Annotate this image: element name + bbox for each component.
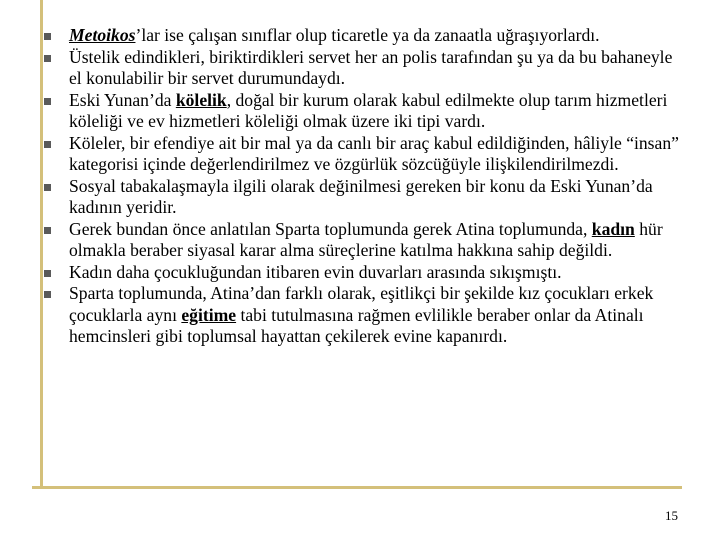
bullet-text: Sosyal tabakalaşmayla ilgili olarak değinilmesi gereken bir konu da Eski Yunan’da kadının yeridir.: [69, 175, 653, 217]
square-bullet-icon: [44, 98, 51, 105]
bullet-text-before: Gerek bundan önce anlatılan Sparta toplumunda gerek Atina toplumunda,: [69, 218, 592, 239]
bullet-item: [44, 176, 684, 219]
square-bullet-icon: [44, 55, 51, 62]
term-metoikos: Metoikos: [69, 25, 136, 45]
term-kadin: kadın: [591, 218, 635, 239]
square-bullet-icon: [44, 141, 51, 148]
bullet-item: [44, 219, 684, 262]
bullet-item: [44, 262, 684, 284]
bullet-text-after: , doğal bir kurum olarak kabul edilmekte olup tarım hizmetleri köleliği ve ev hizmetleri köleliği olmak üzere iki tipi vardı.: [69, 89, 668, 131]
bullet-text: Üstelik edindikleri, biriktirdikleri servet her an polis tarafından şu ya da bu bahaneyle el konulabilir bir servet durumundaydı.: [69, 46, 673, 88]
square-bullet-icon: [44, 33, 51, 40]
bullet-item: [44, 90, 684, 133]
bullet-text: Kadın daha çocukluğundan itibaren evin duvarları arasında sıkışmıştı.: [69, 261, 562, 282]
square-bullet-icon: [44, 270, 51, 277]
square-bullet-icon: [44, 291, 51, 298]
bullet-text-after: tabi tutulmasına rağmen evlilikle beraber onlar da Atinalı hemcinsleri gibi toplumsal hayattan çekilerek evine kapanırdı.: [69, 304, 644, 346]
bullet-item: [44, 283, 684, 348]
bullet-text-before: Sparta toplumunda, Atina’dan farklı olarak, eşitlikçi bir şekilde kız çocukları erkek çocuklarla aynı: [69, 283, 654, 325]
page-number: 15: [665, 508, 678, 523]
bullet-item: [44, 133, 684, 176]
square-bullet-icon: [44, 184, 51, 191]
bullet-list: [44, 25, 684, 348]
bullet-text-after: hür olmakla beraber siyasal karar alma süreçlerine katılma hakkına sahip değildi.: [69, 218, 663, 260]
left-border-line: [40, 0, 43, 488]
square-bullet-icon: [44, 227, 51, 234]
bullet-item: [44, 47, 684, 90]
bullet-text: Köleler, bir efendiye ait bir mal ya da canlı bir araç kabul edildiğinden, hâliyle “insan” kategorisi içinde değerlendirilmez ve özgürlük sözcüğüyle ilişkilendirilmezdi.: [69, 132, 679, 174]
bottom-border-line: [32, 486, 682, 489]
bullet-item: [44, 25, 684, 47]
bullet-text: ’lar ise çalışan sınıflar olup ticaretle ya da zanaatla uğraşıyorlardı.: [135, 25, 600, 45]
bullet-text-before: Eski Yunan’da: [69, 89, 176, 110]
term-egitime: eğitime: [181, 304, 237, 325]
term-kolelik: kölelik: [175, 89, 227, 110]
